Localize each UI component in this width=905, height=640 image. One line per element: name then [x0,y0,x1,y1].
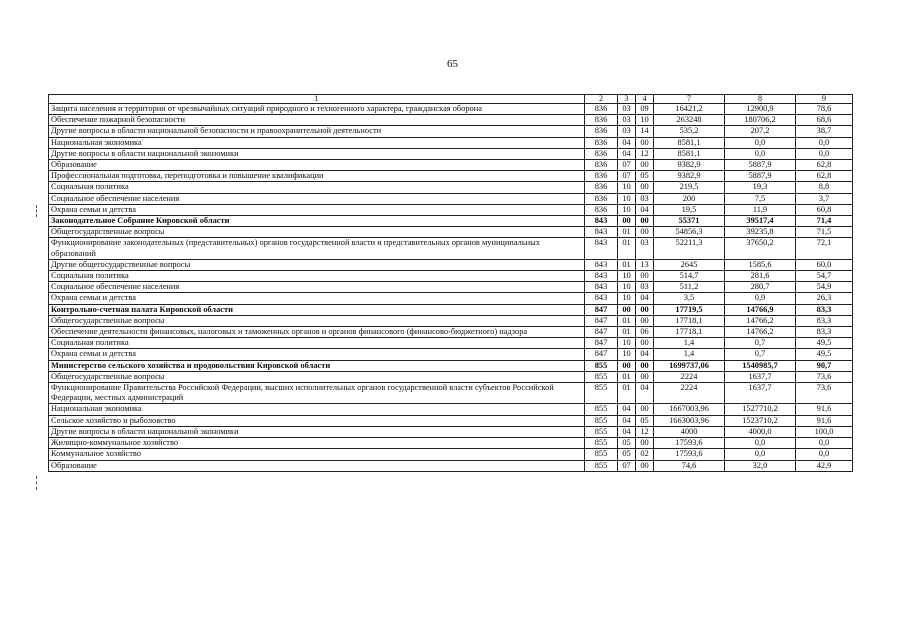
subsection-cell: 13 [636,259,654,270]
actual-amount-cell: 1540985,7 [725,360,796,371]
row-name-cell: Охрана семьи и детства [49,293,585,304]
admin-code-cell: 836 [585,160,618,171]
actual-amount-cell: 14766,2 [725,315,796,326]
row-name-cell: Другие вопросы в области национальной экономики [49,426,585,437]
actual-amount-cell: 4000,0 [725,426,796,437]
admin-code-cell: 843 [585,293,618,304]
planned-amount-cell: 3,5 [654,293,725,304]
planned-amount-cell: 1667003,96 [654,404,725,415]
section-cell: 04 [618,148,636,159]
admin-code-cell: 843 [585,271,618,282]
planned-amount-cell: 1699737,06 [654,360,725,371]
planned-amount-cell: 4000 [654,426,725,437]
row-name-cell: Другие вопросы в области национальной экономики [49,148,585,159]
table-row [49,182,853,193]
table-row [49,160,853,171]
page-number: 65 [447,58,458,70]
row-name-cell: Контрольно-счетная палата Кировской области [49,304,585,315]
table-row [49,327,853,338]
planned-amount-cell: 17593,6 [654,438,725,449]
table-row [49,271,853,282]
planned-amount-cell: 17719,5 [654,304,725,315]
row-name-cell: Жилищно-коммунальное хозяйство [49,438,585,449]
admin-code-cell: 847 [585,349,618,360]
table-row [49,304,853,315]
table-row [49,404,853,415]
actual-amount-cell: 1585,6 [725,259,796,270]
table-row [49,204,853,215]
planned-amount-cell: 1,4 [654,349,725,360]
subsection-cell: 05 [636,171,654,182]
percent-cell: 49,5 [796,349,853,360]
subsection-cell: 00 [636,137,654,148]
subsection-cell: 00 [636,338,654,349]
section-cell: 03 [618,104,636,115]
table-row [49,349,853,360]
row-name-cell: Законодательное Собрание Кировской области [49,216,585,227]
section-cell: 10 [618,271,636,282]
actual-amount-cell: 7,5 [725,193,796,204]
actual-amount-cell: 1523710,2 [725,415,796,426]
section-cell: 00 [618,216,636,227]
planned-amount-cell: 54856,3 [654,227,725,238]
admin-code-cell: 836 [585,193,618,204]
subsection-cell: 14 [636,126,654,137]
table-row [49,415,853,426]
percent-cell: 60,8 [796,204,853,215]
planned-amount-cell: 52211,3 [654,238,725,259]
row-name-cell: Социальная политика [49,271,585,282]
percent-cell: 54,9 [796,282,853,293]
actual-amount-cell: 1637,7 [725,383,796,404]
subsection-cell: 02 [636,449,654,460]
row-name-cell: Охрана семьи и детства [49,204,585,215]
table-row [49,315,853,326]
admin-code-cell: 855 [585,460,618,471]
percent-cell: 71,4 [796,216,853,227]
section-cell: 03 [618,126,636,137]
subsection-cell: 04 [636,383,654,404]
actual-amount-cell: 281,6 [725,271,796,282]
table-row [49,371,853,382]
column-header: 7 [654,95,725,104]
planned-amount-cell: 535,2 [654,126,725,137]
percent-cell: 0,0 [796,449,853,460]
actual-amount-cell: 0,0 [725,449,796,460]
planned-amount-cell: 19,5 [654,204,725,215]
section-cell: 01 [618,371,636,382]
admin-code-cell: 855 [585,371,618,382]
subsection-cell: 00 [636,227,654,238]
table-row [49,449,853,460]
planned-amount-cell: 8581,1 [654,137,725,148]
percent-cell: 0,0 [796,148,853,159]
percent-cell: 72,1 [796,238,853,259]
subsection-cell: 00 [636,315,654,326]
percent-cell: 8,8 [796,182,853,193]
planned-amount-cell: 2224 [654,371,725,382]
row-name-cell: Профессиональная подготовка, переподготовка и повышение квалификации [49,171,585,182]
section-cell: 05 [618,438,636,449]
row-name-cell: Социальная политика [49,338,585,349]
actual-amount-cell: 0,7 [725,338,796,349]
percent-cell: 62,8 [796,171,853,182]
actual-amount-cell: 14766,9 [725,304,796,315]
admin-code-cell: 855 [585,415,618,426]
table-row [49,115,853,126]
table-row [49,383,853,404]
actual-amount-cell: 5887,9 [725,160,796,171]
actual-amount-cell: 12900,9 [725,104,796,115]
admin-code-cell: 855 [585,404,618,415]
section-cell: 07 [618,460,636,471]
row-name-cell: Общегосударственные вопросы [49,315,585,326]
admin-code-cell: 843 [585,259,618,270]
percent-cell: 68,6 [796,115,853,126]
admin-code-cell: 855 [585,426,618,437]
scan-margin-mark [36,205,37,217]
subsection-cell: 00 [636,371,654,382]
percent-cell: 91,6 [796,404,853,415]
budget-table [48,94,853,472]
section-cell: 01 [618,383,636,404]
actual-amount-cell: 0,7 [725,349,796,360]
section-cell: 10 [618,204,636,215]
percent-cell: 49,5 [796,338,853,349]
subsection-cell: 00 [636,404,654,415]
column-header: 2 [585,95,618,104]
column-header: 3 [618,95,636,104]
row-name-cell: Обеспечение деятельности финансовых, налоговых и таможенных органов и органов финансового (финансово-бюджетного) надзора [49,327,585,338]
scan-margin-mark [36,476,37,490]
row-name-cell: Министерство сельского хозяйства и продовольствия Кировской области [49,360,585,371]
planned-amount-cell: 514,7 [654,271,725,282]
actual-amount-cell: 14766,2 [725,327,796,338]
subsection-cell: 00 [636,438,654,449]
percent-cell: 62,8 [796,160,853,171]
column-header: 9 [796,95,853,104]
percent-cell: 38,7 [796,126,853,137]
section-cell: 07 [618,171,636,182]
subsection-cell: 03 [636,238,654,259]
subsection-cell: 04 [636,349,654,360]
actual-amount-cell: 37650,2 [725,238,796,259]
table-row [49,227,853,238]
row-name-cell: Коммунальное хозяйство [49,449,585,460]
section-cell: 01 [618,227,636,238]
planned-amount-cell: 263248 [654,115,725,126]
section-cell: 10 [618,193,636,204]
table-row [49,216,853,227]
percent-cell: 83,3 [796,327,853,338]
planned-amount-cell: 17593,6 [654,449,725,460]
section-cell: 04 [618,137,636,148]
section-cell: 10 [618,293,636,304]
column-header: 8 [725,95,796,104]
section-cell: 07 [618,160,636,171]
subsection-cell: 00 [636,216,654,227]
row-name-cell: Защита населения и территории от чрезвычайных ситуаций природного и техногенного характера, гражданская оборона [49,104,585,115]
actual-amount-cell: 5887,9 [725,171,796,182]
percent-cell: 78,6 [796,104,853,115]
percent-cell: 54,7 [796,271,853,282]
section-cell: 10 [618,182,636,193]
subsection-cell: 00 [636,460,654,471]
planned-amount-cell: 9382,9 [654,160,725,171]
table-row [49,259,853,270]
admin-code-cell: 843 [585,282,618,293]
section-cell: 04 [618,404,636,415]
admin-code-cell: 847 [585,327,618,338]
section-cell: 01 [618,315,636,326]
table-row [49,438,853,449]
admin-code-cell: 847 [585,304,618,315]
planned-amount-cell: 8581,1 [654,148,725,159]
section-cell: 10 [618,282,636,293]
table-row [49,238,853,259]
section-cell: 10 [618,338,636,349]
section-cell: 01 [618,259,636,270]
section-cell: 03 [618,115,636,126]
subsection-cell: 00 [636,271,654,282]
row-name-cell: Функционирование законодательных (представительных) органов государственной власти и представительных органов муниципальных образований [49,238,585,259]
percent-cell: 0,0 [796,438,853,449]
table-row [49,137,853,148]
table-row [49,293,853,304]
row-name-cell: Социальное обеспечение населения [49,282,585,293]
table-row [49,104,853,115]
subsection-cell: 04 [636,204,654,215]
section-cell: 10 [618,349,636,360]
admin-code-cell: 836 [585,104,618,115]
actual-amount-cell: 207,2 [725,126,796,137]
admin-code-cell: 843 [585,238,618,259]
table-row [49,282,853,293]
actual-amount-cell: 39235,8 [725,227,796,238]
admin-code-cell: 855 [585,383,618,404]
actual-amount-cell: 1527710,2 [725,404,796,415]
row-name-cell: Образование [49,160,585,171]
section-cell: 00 [618,304,636,315]
planned-amount-cell: 17718,1 [654,315,725,326]
admin-code-cell: 836 [585,137,618,148]
admin-code-cell: 836 [585,148,618,159]
admin-code-cell: 836 [585,126,618,137]
planned-amount-cell: 219,5 [654,182,725,193]
actual-amount-cell: 32,0 [725,460,796,471]
percent-cell: 73,6 [796,383,853,404]
row-name-cell: Социальная политика [49,182,585,193]
row-name-cell: Другие вопросы в области национальной безопасности и правоохранительной деятельности [49,126,585,137]
row-name-cell: Общегосударственные вопросы [49,371,585,382]
percent-cell: 3,7 [796,193,853,204]
row-name-cell: Другие общегосударственные вопросы [49,259,585,270]
percent-cell: 100,0 [796,426,853,437]
subsection-cell: 00 [636,304,654,315]
row-name-cell: Сельское хозяйство и рыболовство [49,415,585,426]
table-row [49,171,853,182]
percent-cell: 71,5 [796,227,853,238]
subsection-cell: 03 [636,193,654,204]
admin-code-cell: 836 [585,115,618,126]
subsection-cell: 12 [636,426,654,437]
actual-amount-cell: 0,0 [725,438,796,449]
planned-amount-cell: 1663003,96 [654,415,725,426]
header-row [49,95,853,104]
table-row [49,193,853,204]
planned-amount-cell: 2645 [654,259,725,270]
admin-code-cell: 855 [585,360,618,371]
admin-code-cell: 836 [585,182,618,193]
planned-amount-cell: 16421,2 [654,104,725,115]
percent-cell: 90,7 [796,360,853,371]
actual-amount-cell: 0,0 [725,137,796,148]
planned-amount-cell: 17718,1 [654,327,725,338]
row-name-cell: Обеспечение пожарной безопасности [49,115,585,126]
table-row [49,148,853,159]
percent-cell: 42,9 [796,460,853,471]
row-name-cell: Национальная экономика [49,404,585,415]
actual-amount-cell: 0,9 [725,293,796,304]
percent-cell: 91,6 [796,415,853,426]
percent-cell: 83,3 [796,315,853,326]
admin-code-cell: 855 [585,438,618,449]
section-cell: 01 [618,238,636,259]
subsection-cell: 12 [636,148,654,159]
subsection-cell: 04 [636,293,654,304]
admin-code-cell: 843 [585,216,618,227]
row-name-cell: Национальная экономика [49,137,585,148]
actual-amount-cell: 39517,4 [725,216,796,227]
actual-amount-cell: 280,7 [725,282,796,293]
admin-code-cell: 847 [585,338,618,349]
planned-amount-cell: 74,6 [654,460,725,471]
table-row [49,426,853,437]
subsection-cell: 10 [636,115,654,126]
column-header: 1 [49,95,585,104]
planned-amount-cell: 511,2 [654,282,725,293]
row-name-cell: Общегосударственные вопросы [49,227,585,238]
actual-amount-cell: 11,9 [725,204,796,215]
percent-cell: 26,3 [796,293,853,304]
row-name-cell: Функционирование Правительства Российской Федерации, высших исполнительных органов государственной власти субъектов Российской Федерации, местных администраций [49,383,585,404]
subsection-cell: 03 [636,282,654,293]
section-cell: 04 [618,426,636,437]
admin-code-cell: 843 [585,227,618,238]
admin-code-cell: 836 [585,204,618,215]
percent-cell: 73,6 [796,371,853,382]
planned-amount-cell: 2224 [654,383,725,404]
section-cell: 04 [618,415,636,426]
subsection-cell: 00 [636,160,654,171]
section-cell: 05 [618,449,636,460]
admin-code-cell: 847 [585,315,618,326]
subsection-cell: 05 [636,415,654,426]
subsection-cell: 06 [636,327,654,338]
admin-code-cell: 836 [585,171,618,182]
percent-cell: 0,0 [796,137,853,148]
actual-amount-cell: 19,3 [725,182,796,193]
actual-amount-cell: 1637,7 [725,371,796,382]
table-row [49,360,853,371]
table-row [49,460,853,471]
planned-amount-cell: 1,4 [654,338,725,349]
section-cell: 01 [618,327,636,338]
column-header: 4 [636,95,654,104]
section-cell: 00 [618,360,636,371]
planned-amount-cell: 200 [654,193,725,204]
table-row [49,126,853,137]
row-name-cell: Охрана семьи и детства [49,349,585,360]
row-name-cell: Образование [49,460,585,471]
row-name-cell: Социальное обеспечение населения [49,193,585,204]
percent-cell: 60,0 [796,259,853,270]
subsection-cell: 00 [636,182,654,193]
planned-amount-cell: 9382,9 [654,171,725,182]
table-body [49,95,853,472]
actual-amount-cell: 0,0 [725,148,796,159]
table-row [49,338,853,349]
planned-amount-cell: 55371 [654,216,725,227]
subsection-cell: 09 [636,104,654,115]
percent-cell: 83,3 [796,304,853,315]
admin-code-cell: 855 [585,449,618,460]
subsection-cell: 00 [636,360,654,371]
actual-amount-cell: 180706,2 [725,115,796,126]
